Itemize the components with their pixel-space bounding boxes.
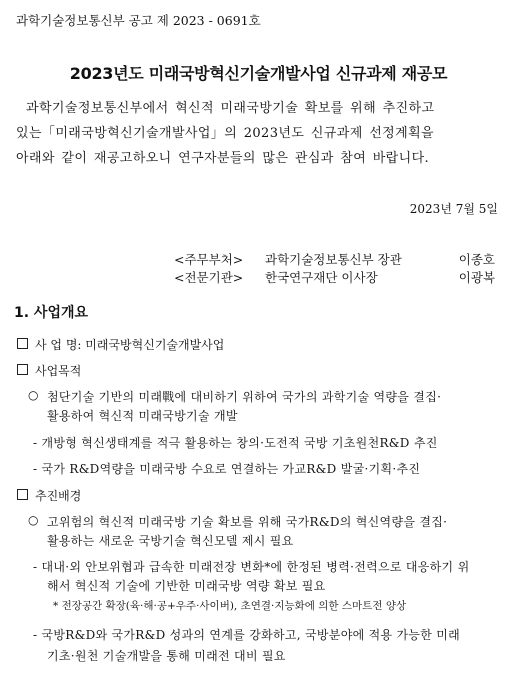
purpose-heading-text: 사업목적 — [35, 364, 82, 378]
org-person-agency: 이광복 — [458, 270, 495, 285]
org-person-ministry: 이종호 — [458, 252, 495, 267]
business-name-item — [17, 336, 224, 353]
purpose-sub-line: - 국가 R&D역량을 미래국방 수요로 연결하는 가교R&D 발굴·기획·추진 — [33, 462, 421, 476]
background-sub-line: - 대내·외 안보위협과 급속한 미래전장 변화*에 한정된 병력·전력으로 대응하기 위 — [33, 560, 470, 574]
intro-line: 아래와 같이 재공고하오니 연구자분들의 많은 관심과 참여 바랍니다. — [16, 151, 430, 166]
section-heading: 1. 사업개요 — [14, 305, 89, 321]
intro-line: 있는「미래국방혁신기술개발사업」의 2023년도 신규과제 선정계획을 — [16, 126, 434, 141]
checkbox-square-icon — [17, 489, 28, 500]
background-sub-line: 기초·원천 기술개발을 통해 미래전 대비 필요 — [47, 649, 286, 663]
org-label-agency: <전문기관> — [174, 270, 244, 285]
business-name-text: 사 업 명: 미래국방혁신기술개발사업 — [35, 338, 225, 352]
background-heading-text: 추진배경 — [35, 489, 82, 503]
bullet-circle-icon: ○ — [28, 388, 39, 402]
notice-number: 과학기술정보통신부 공고 제 2023 - 0691호 — [16, 13, 261, 28]
checkbox-square-icon — [17, 338, 28, 349]
intro-paragraph — [16, 96, 502, 171]
bullet-circle-icon: ○ — [28, 513, 39, 527]
org-name-ministry: 과학기술정보통신부 장관 — [265, 252, 402, 267]
background-main-line: 고위험의 혁신적 미래국방 기술 확보를 위해 국가R&D의 혁신역량을 결집· — [47, 515, 448, 529]
purpose-heading-item — [17, 362, 81, 379]
org-label-ministry: <주무부처> — [174, 252, 244, 267]
checkbox-square-icon — [17, 364, 28, 375]
announcement-date: 2023년 7월 5일 — [409, 202, 498, 216]
document-title: 2023년도 미래국방혁신기술개발사업 신규과제 재공모 — [69, 64, 448, 83]
background-sub-line: 해서 혁신적 기술에 기반한 미래국방 역량 확보 필요 — [47, 579, 326, 593]
purpose-sub-line: - 개방형 혁신생태계를 적극 활용하는 창의·도전적 국방 기초원천R&D 추진 — [33, 436, 438, 450]
purpose-main-line: 활용하여 혁신적 미래국방기술 개발 — [47, 409, 238, 423]
intro-line: 과학기술정보통신부에서 혁신적 미래국방기술 확보를 위해 추진하고 — [26, 101, 435, 116]
purpose-main-line: 첨단기술 기반의 미래戰에 대비하기 위하여 국가의 과학기술 역량을 결집· — [47, 390, 442, 404]
background-footnote: * 전장공간 확장(육·해·공+우주·사이버), 초연결·지능화에 의한 스마트전 양상 — [53, 600, 407, 612]
background-sub-line: - 국방R&D와 국가R&D 성과의 연계를 강화하고, 국방분야에 적용 가능한 미래 — [33, 628, 461, 642]
background-main-line: 활용하는 새로운 국방기술 혁신모델 제시 필요 — [47, 534, 294, 548]
background-heading-item — [17, 487, 81, 504]
org-name-agency: 한국연구재단 이사장 — [265, 270, 378, 285]
